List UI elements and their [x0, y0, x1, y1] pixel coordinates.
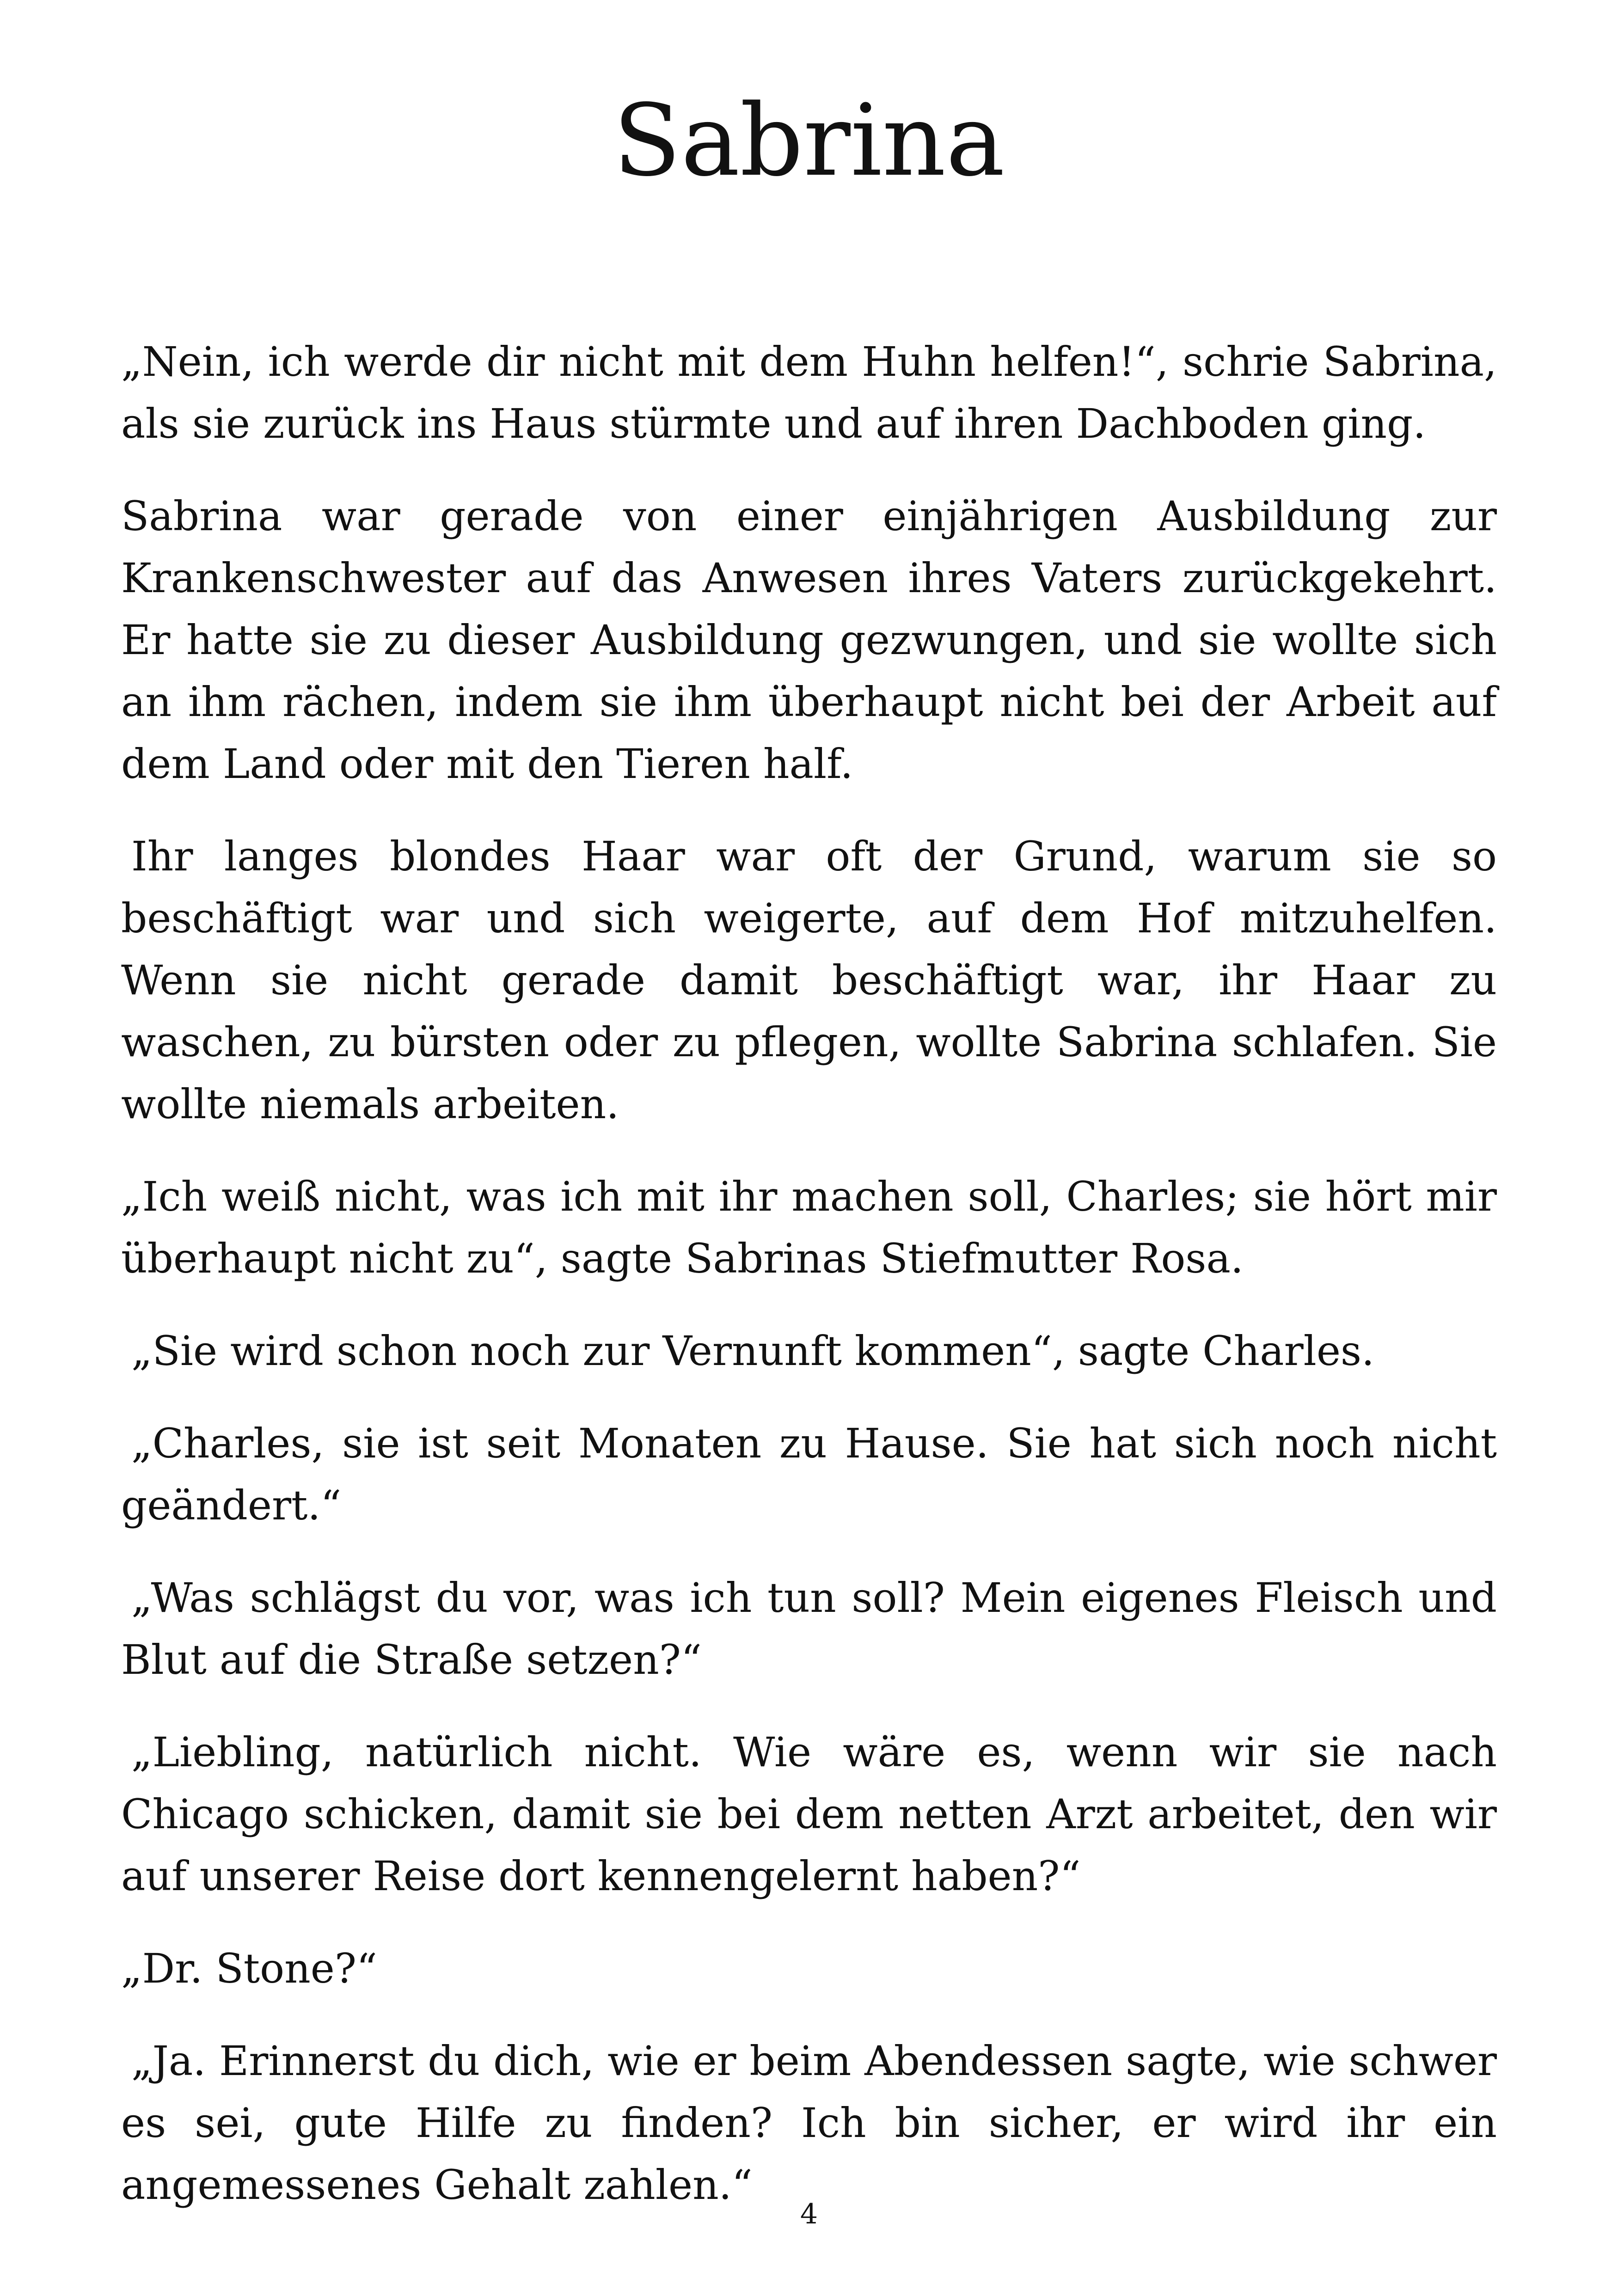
paragraph-5: „Sie wird schon noch zur Vernunft kommen“, sagte Charles. [131, 1327, 1375, 1375]
chapter-title: Sabrina [613, 83, 1005, 198]
paragraph-9: „Dr. Stone?“ [121, 1945, 378, 1992]
chapter-body [121, 331, 1497, 2247]
paragraph-10: „Ja. Erinnerst du dich, wie er beim Abendessen sagte, wie schwer es sei, gute Hilfe zu finden? Ich bin sicher, er wird ihr ein angemessenes Gehalt zahlen.“ [121, 2037, 1497, 2209]
paragraph-8: „Liebling, natürlich nicht. Wie wäre es, wenn wir sie nach Chicago schicken, damit sie bei dem netten Arzt arbeitet, den wir auf unserer Reise dort kennengelernt haben?“ [121, 1728, 1497, 1900]
paragraph-2: Sabrina war gerade von einer einjährigen Ausbildung zur Krankenschwester auf das Anwesen ihres Vaters zurückgekehrt. Er hatte sie zu dieser Ausbildung gezwungen, und sie wollte sich an ihm rächen, indem sie ihm überhaupt nicht bei der Arbeit auf dem Land oder mit den Tieren half. [121, 492, 1497, 788]
paragraph-6: „Charles, sie ist seit Monaten zu Hause. Sie hat sich noch nicht geändert.“ [121, 1420, 1497, 1529]
paragraph-4: „Ich weiß nicht, was ich mit ihr machen soll, Charles; sie hört mir überhaupt nicht zu“, sagte Sabrinas Stiefmutter Rosa. [121, 1173, 1497, 1282]
page-number: 4 [800, 2198, 818, 2230]
paragraph-3: Ihr langes blondes Haar war oft der Grund, warum sie so beschäftigt war und sich weigerte, auf dem Hof mitzuhelfen. Wenn sie nicht gerade damit beschäftigt war, ihr Haar zu waschen, zu bürsten oder zu pflegen, wollte Sabrina schlafen. Sie wollte niemals arbeiten. [121, 833, 1497, 1128]
paragraph-1: „Nein, ich werde dir nicht mit dem Huhn helfen!“, schrie Sabrina, als sie zurück ins Haus stürmte und auf ihren Dachboden ging. [121, 338, 1497, 447]
paragraph-7: „Was schlägst du vor, was ich tun soll? Mein eigenes Fleisch und Blut auf die Straße setzen?“ [121, 1574, 1497, 1684]
